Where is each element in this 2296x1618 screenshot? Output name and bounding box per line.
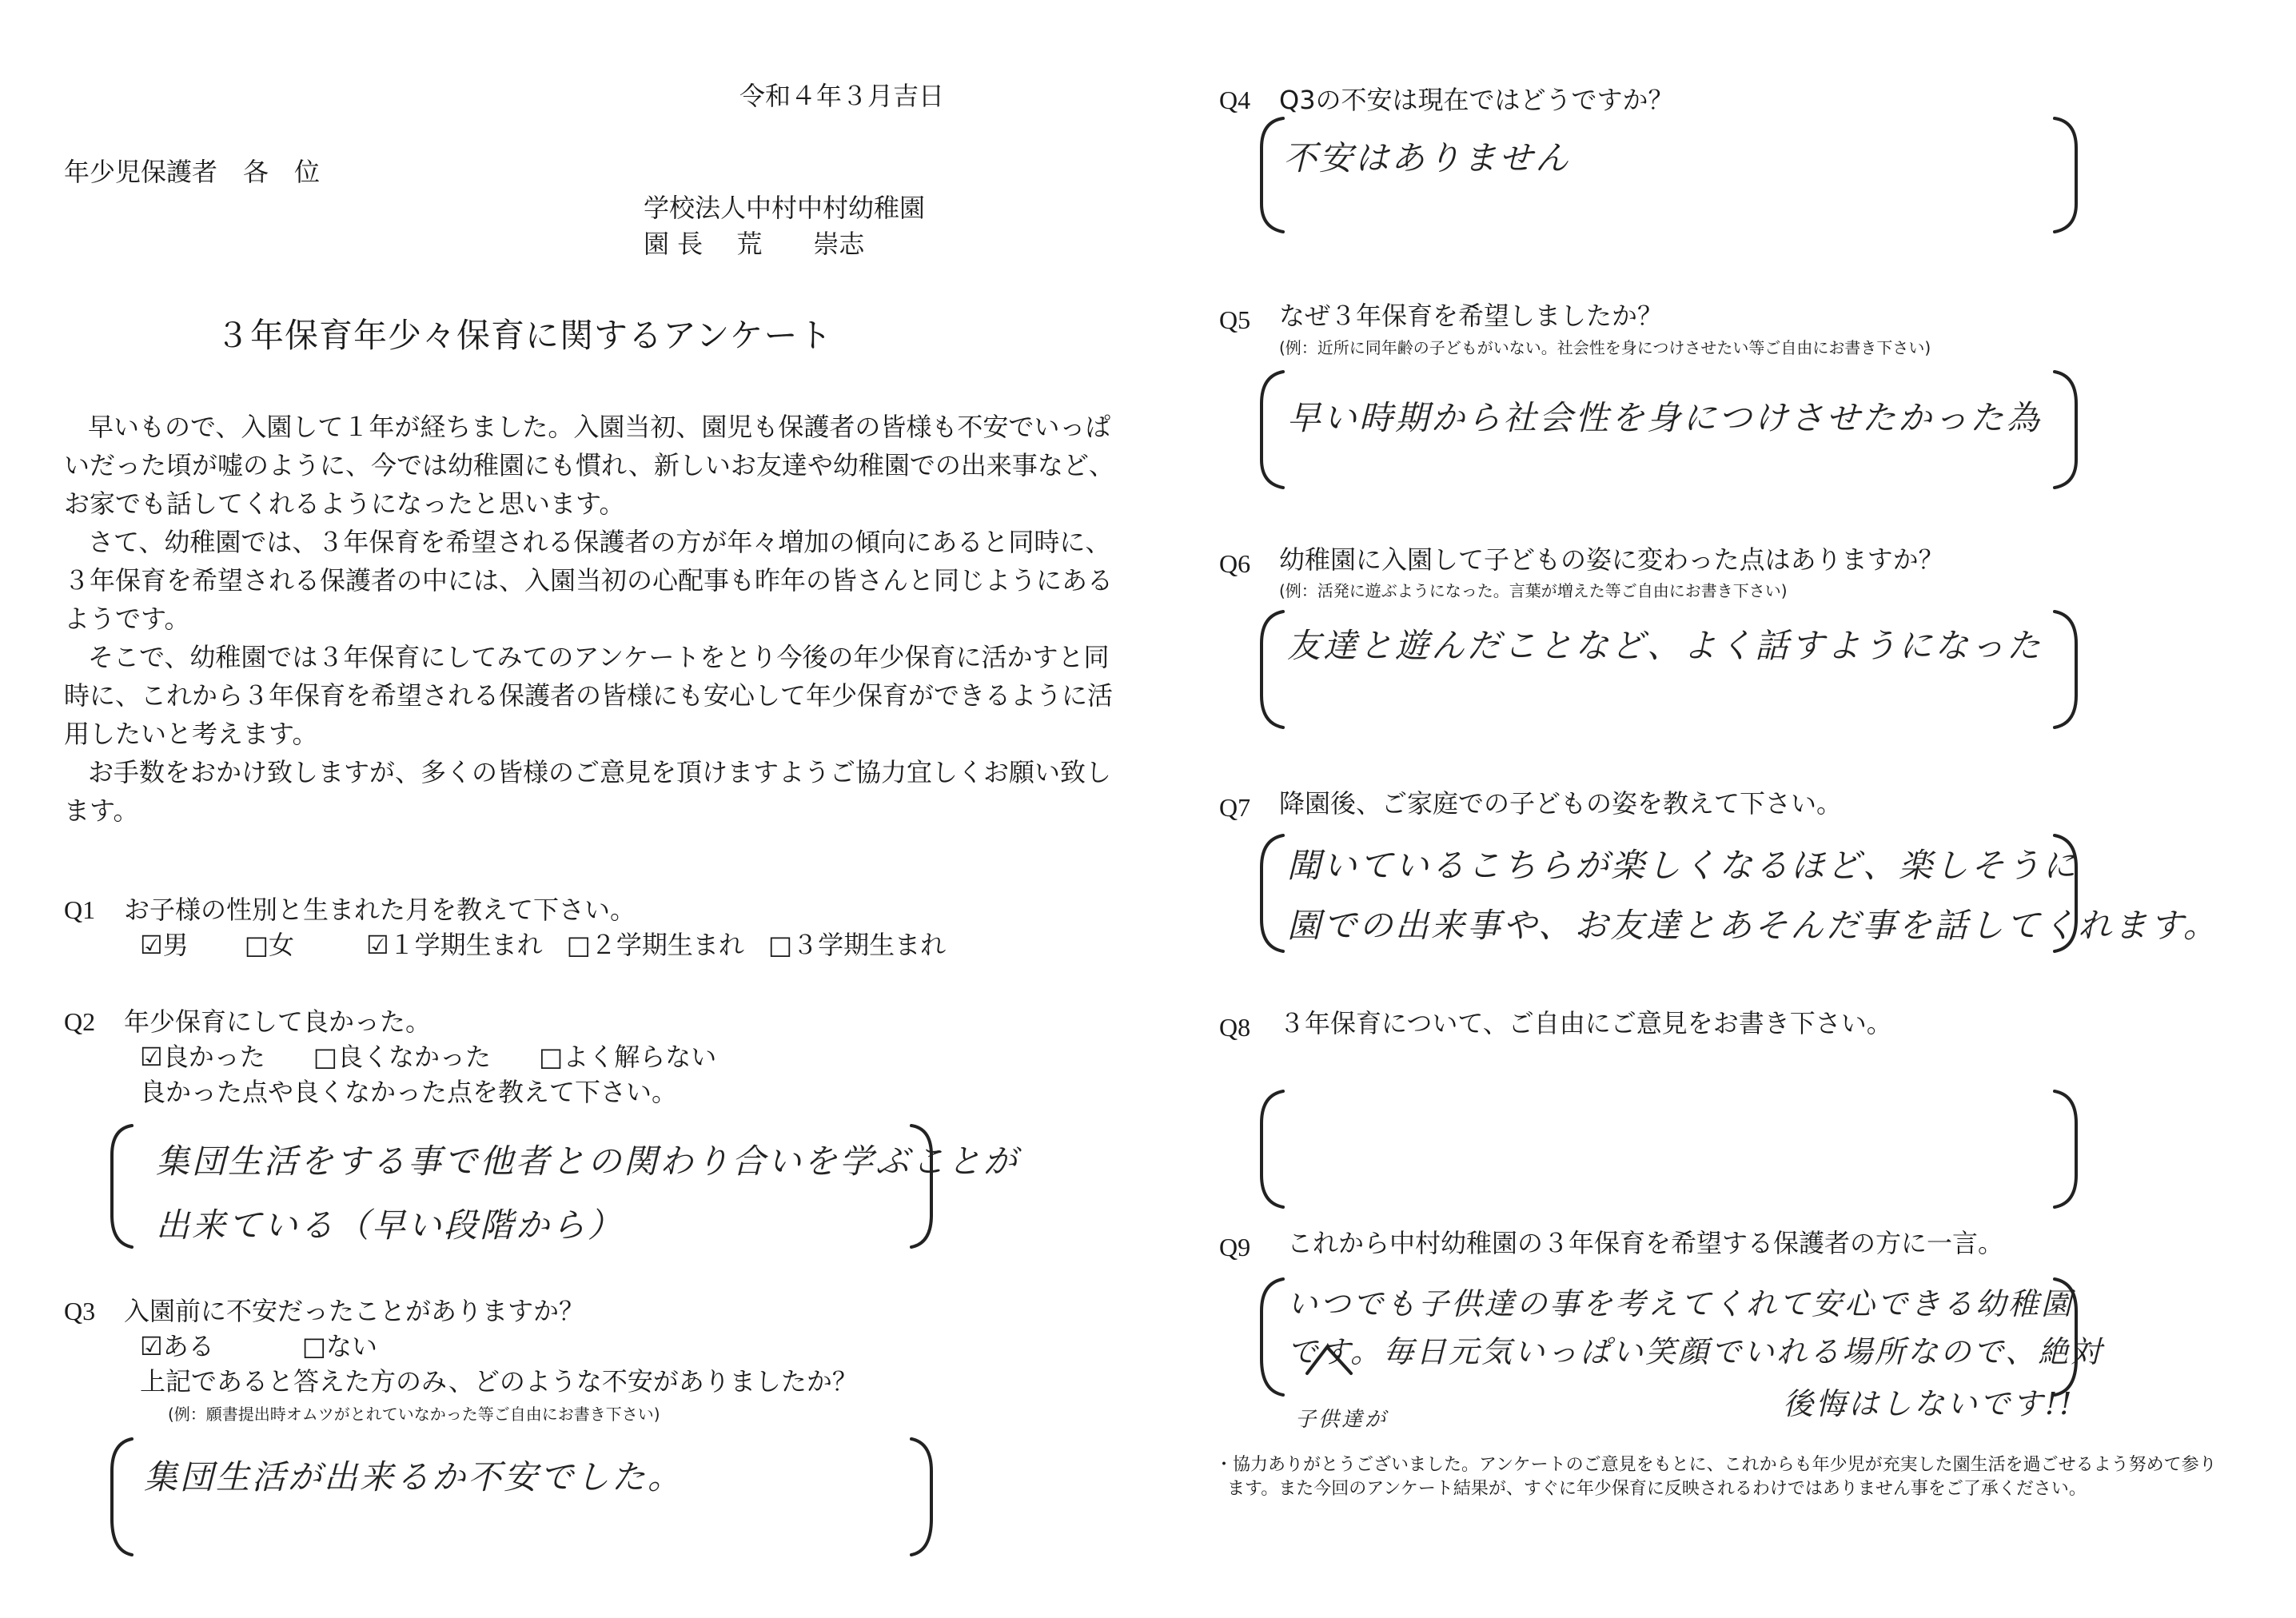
q2-option-not-good[interactable]: □良くなかった bbox=[313, 1042, 491, 1072]
q3-option-yes[interactable]: ☑ある bbox=[140, 1331, 214, 1361]
q9-answer-line: です。毎日元気いっぱい笑顔でいれる場所なので、絶対 bbox=[1287, 1334, 2104, 1369]
page-title: ３年保育年少々保育に関するアンケート bbox=[216, 316, 833, 355]
date: 令和４年３月吉日 bbox=[739, 81, 945, 111]
intro-line: 時に、これから３年保育を希望される保護者の皆様にも安心して年少保育ができるように活 bbox=[64, 680, 1114, 711]
intro-line: そこで、幼稚園では３年保育にしてみてのアンケートをとり今後の年少保育に活かすと同 bbox=[88, 642, 1110, 672]
q1-options bbox=[140, 929, 946, 961]
q1-text: お子様の性別と生まれた月を教えて下さい。 bbox=[124, 895, 636, 925]
intro-line: お手数をおかけ致しますが、多くの皆様のご意見を頂けますようご協力宜しくお願い致し bbox=[88, 757, 1112, 787]
intro-line: お家でも話してくれるようになったと思います。 bbox=[64, 488, 625, 519]
q1-option-male[interactable]: ☑男 bbox=[140, 930, 189, 960]
q2-answer-line: 出来ている（早い段階から） bbox=[156, 1206, 624, 1245]
q6-example: (例：活発に遊ぶようになった。言葉が増えた等ご自由にお書き下さい) bbox=[1279, 581, 1788, 600]
recipient: 年少児保護者 各 位 bbox=[64, 157, 321, 187]
footer-note-line: ・協力ありがとうございました。アンケートのご意見をもとに、これからも年少児が充実した園生活を過ごせるよう努めて参り bbox=[1215, 1455, 2217, 1475]
q5-text: なぜ３年保育を希望しましたか？ bbox=[1279, 301, 1664, 331]
q2-subquestion: 良かった点や良くなかった点を教えて下さい。 bbox=[140, 1077, 678, 1107]
intro-line: 早いもので、入園して１年が経ちました。入園当初、園児も保護者の皆様も不安でいっぱ bbox=[88, 412, 1111, 442]
q7-number: Q7 bbox=[1219, 793, 1251, 822]
q1-number: Q1 bbox=[64, 895, 96, 924]
intro-line: 用したいと考えます。 bbox=[64, 719, 318, 749]
q2-option-unsure[interactable]: □よく解らない bbox=[538, 1042, 717, 1072]
q2-answer-line: 集団生活をする事で他者との関わり合いを学ぶことが bbox=[156, 1142, 1020, 1181]
q1-option-term1[interactable]: ☑１学期生まれ bbox=[365, 930, 543, 960]
q3-number: Q3 bbox=[64, 1297, 96, 1325]
q2-option-good[interactable]: ☑良かった bbox=[140, 1042, 265, 1072]
q2-options bbox=[140, 1041, 716, 1073]
q7-text: 降園後、ご家庭での子どもの姿を教えて下さい。 bbox=[1279, 788, 1843, 819]
q3-example: (例：願書提出時オムツがとれていなかった等ご自由にお書き下さい) bbox=[168, 1405, 660, 1424]
q5-answer-line: 早い時期から社会性を身につけさせたかった為 bbox=[1287, 398, 2043, 437]
q7-answer-line: 聞いているこちらが楽しくなるほど、楽しそうに bbox=[1287, 846, 2079, 885]
q8-number: Q8 bbox=[1219, 1013, 1251, 1042]
intro-paragraph bbox=[64, 408, 1114, 830]
q1-option-term2[interactable]: □２学期生まれ bbox=[566, 930, 744, 960]
intro-line: ます。 bbox=[64, 795, 139, 826]
q9-text: これから中村幼稚園の３年保育を希望する保護者の方に一言。 bbox=[1287, 1228, 2004, 1258]
q1-option-female[interactable]: □女 bbox=[244, 930, 294, 960]
intro-line: さて、幼稚園では、３年保育を希望される保護者の方が年々増加の傾向にあると同時に、 bbox=[88, 527, 1111, 557]
intro-line: いだった頃が嘘のように、今では幼稚園にも慣れ、新しいお友達や幼稚園での出来事など、 bbox=[64, 450, 1114, 480]
q9-answer-line: 後悔はしないです!! bbox=[1783, 1386, 2075, 1421]
q8-text: ３年保育について、ご自由にご意見をお書き下さい。 bbox=[1279, 1008, 1892, 1038]
q5-example: (例：近所に同年齢の子どもがいない。社会性を身につけさせたい等ご自由にお書き下さい) bbox=[1279, 338, 1931, 357]
q3-answer-line: 集団生活が出来るか不安でした。 bbox=[144, 1457, 684, 1496]
q7-answer-line: 園での出来事や、お友達とあそんだ事を話してくれます。 bbox=[1287, 906, 2219, 945]
q3-text: 入園前に不安だったことがありますか？ bbox=[124, 1296, 585, 1326]
q2-text: 年少保育にして良かった。 bbox=[124, 1006, 432, 1037]
principal-name: 園 長 荒 崇志 bbox=[644, 229, 865, 259]
q6-answer-line: 友達と遊んだことなど、よく話すようになった bbox=[1287, 626, 2043, 665]
q2-number: Q2 bbox=[64, 1007, 96, 1036]
q4-text: Q3の不安は現在ではどうですか？ bbox=[1279, 85, 1674, 115]
q9-insertion-note: 子供達が bbox=[1295, 1408, 1389, 1432]
intro-line: ようです。 bbox=[64, 604, 190, 634]
q3-subquestion: 上記であると答えた方のみ、どのような不安がありましたか？ bbox=[140, 1366, 858, 1397]
q4-answer-line: 不安はありません bbox=[1283, 138, 1572, 177]
q5-number: Q5 bbox=[1219, 305, 1251, 334]
q9-answer-line: いつでも子供達の事を考えてくれて安心できる幼稚園 bbox=[1287, 1286, 2075, 1321]
q3-options bbox=[140, 1330, 377, 1362]
footer-note-line: ます。また今回のアンケート結果が、すぐに年少保育に反映されるわけではありません事をご了承ください。 bbox=[1227, 1479, 2087, 1499]
q9-number: Q9 bbox=[1219, 1233, 1251, 1261]
q4-number: Q4 bbox=[1219, 86, 1251, 114]
organization-name: 学校法人中村中村幼稚園 bbox=[644, 193, 926, 223]
q6-number: Q6 bbox=[1219, 549, 1251, 578]
q3-option-no[interactable]: □ない bbox=[301, 1331, 377, 1361]
q1-option-term3[interactable]: □３学期生まれ bbox=[767, 930, 947, 960]
intro-line: ３年保育を希望される保護者の中には、入園当初の心配事も昨年の皆さんと同じようにある bbox=[64, 565, 1114, 596]
q6-text: 幼稚園に入園して子どもの姿に変わった点はありますか？ bbox=[1279, 544, 1944, 575]
